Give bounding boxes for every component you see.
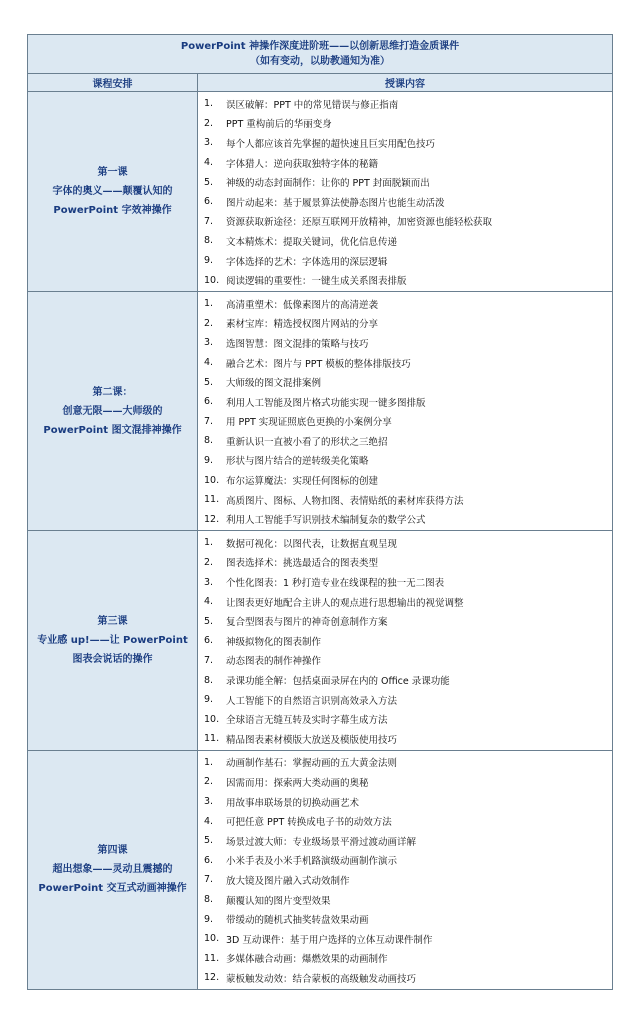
item-text: 形状与图片结合的逆转级美化策略 (226, 456, 369, 468)
list-item (198, 949, 612, 969)
item-text: 每个人都应该首先掌握的超快速且巨实用配色技巧 (226, 138, 436, 150)
list-item (198, 231, 612, 251)
lessons-body (28, 92, 613, 990)
item-number: 10. (204, 933, 220, 945)
list-item (198, 811, 612, 831)
item-text: 录课功能全解：包括桌面录屏在内的 Office 录课功能 (226, 676, 450, 688)
item-number: 9. (204, 255, 214, 267)
item-number: 7. (204, 874, 214, 886)
lesson-row (28, 92, 613, 292)
list-item (198, 451, 612, 471)
item-number: 10. (204, 713, 220, 725)
list-item (198, 353, 612, 373)
list-item (198, 192, 612, 212)
list-item (198, 212, 612, 232)
lesson-name: 第一课 (97, 166, 128, 178)
item-text: 资源获取新途径：还原互联网开放精神，加密资源也能轻松获取 (226, 217, 493, 229)
lesson-subtitle1: 字体的奥义——颠覆认知的 (52, 185, 173, 197)
lesson-items-cell (198, 291, 613, 530)
item-number: 4. (204, 157, 214, 169)
item-text: 利用人工智能及图片格式功能实现一键多图排版 (226, 397, 426, 409)
item-number: 11. (204, 494, 220, 506)
item-number: 4. (204, 357, 214, 369)
item-number: 3. (204, 796, 214, 808)
item-text: 字体猎人：逆向获取独特字体的秘籍 (226, 158, 379, 170)
course-schedule (27, 34, 613, 990)
item-number: 8. (204, 674, 214, 686)
lesson-subtitle2: PowerPoint 交互式动画神操作 (38, 883, 187, 895)
item-number: 2. (204, 776, 214, 788)
lesson-subtitle1: 超出想象——灵动且震撼的 (52, 864, 173, 876)
list-item (198, 314, 612, 334)
item-text: 精品图表素材模版大放送及模版使用技巧 (226, 734, 398, 746)
list-item (198, 490, 612, 510)
list-item (198, 831, 612, 851)
list-item (198, 670, 612, 690)
item-text: 颠覆认知的图片变型效果 (226, 895, 331, 907)
item-number: 6. (204, 635, 214, 647)
item-text: 全球语言无缝互转及实时字幕生成方法 (226, 715, 388, 727)
item-number: 6. (204, 854, 214, 866)
item-number: 9. (204, 454, 214, 466)
lesson-subtitle2: PowerPoint 图文混排神操作 (43, 424, 182, 436)
lesson-row (28, 531, 613, 751)
list-item (198, 372, 612, 392)
item-text: 人工智能下的自然语言识别高效录入方法 (226, 695, 398, 707)
list-item (198, 509, 612, 529)
list-item (198, 412, 612, 432)
item-number: 12. (204, 513, 220, 525)
item-number: 5. (204, 176, 214, 188)
item-text: 让图表更好地配合主讲人的观点进行思想输出的视觉调整 (226, 597, 464, 609)
item-number: 3. (204, 576, 214, 588)
list-item (198, 94, 612, 114)
list-item (198, 611, 612, 631)
item-text: 个性化图表：1 秒打造专业在线课程的独一无二图表 (226, 578, 445, 590)
list-item (198, 270, 612, 290)
item-number: 8. (204, 894, 214, 906)
column-header-schedule: 课程安排 (28, 74, 198, 92)
list-item (198, 133, 612, 153)
schedule-table (27, 34, 613, 990)
list-item (198, 172, 612, 192)
list-item (198, 572, 612, 592)
item-number: 4. (204, 596, 214, 608)
item-number: 5. (204, 376, 214, 388)
lesson-items-cell (198, 531, 613, 751)
item-text: 选图智慧：图文混排的策略与技巧 (226, 338, 369, 350)
list-item (198, 890, 612, 910)
lesson-title-cell (28, 291, 198, 530)
list-item (198, 392, 612, 412)
item-text: 利用人工智能手写识别技术编制复杂的数学公式 (226, 515, 426, 527)
list-item (198, 870, 612, 890)
item-text: 动画制作基石：掌握动画的五大黄金法则 (226, 758, 398, 770)
list-item (198, 772, 612, 792)
item-number: 2. (204, 117, 214, 129)
item-text: 带缓动的随机式抽奖转盘效果动画 (226, 915, 369, 927)
item-number: 6. (204, 196, 214, 208)
item-text: 阅读逻辑的重要性：一键生成关系图表排版 (226, 276, 407, 288)
item-text: 可把任意 PPT 转换成电子书的动效方法 (226, 817, 392, 829)
item-text: 高质图片、图标、人物扣图、表情贴纸的素材库获得方法 (226, 495, 464, 507)
item-number: 1. (204, 298, 214, 310)
lesson-name: 第四课 (97, 845, 128, 857)
item-text: 字体选择的艺术：字体选用的深层逻辑 (226, 256, 388, 268)
item-number: 2. (204, 556, 214, 568)
list-item (198, 753, 612, 773)
item-text: 素材宝库：精选授权图片网站的分享 (226, 319, 379, 331)
item-number: 11. (204, 733, 220, 745)
item-text: 数据可视化：以图代表，让数据直观呈现 (226, 538, 398, 550)
item-text: 复合型图表与图片的神奇创意制作方案 (226, 617, 388, 629)
item-text: 多媒体融合动画：爆燃效果的动画制作 (226, 954, 388, 966)
item-number: 1. (204, 537, 214, 549)
lesson-items-cell (198, 750, 613, 989)
item-text: 神级拟物化的图表制作 (226, 636, 322, 648)
item-number: 2. (204, 317, 214, 329)
item-number: 8. (204, 435, 214, 447)
item-text: 布尔运算魔法：实现任何图标的创建 (226, 476, 379, 488)
item-text: 用 PPT 实现证照底色更换的小案例分享 (226, 417, 392, 429)
lesson-row (28, 750, 613, 989)
lesson-subtitle1: 专业感 up!——让 PowerPoint (37, 634, 188, 646)
title-line-1: PowerPoint 神操作深度进阶班——以创新思维打造金质课件 (180, 41, 460, 52)
column-header-content: 授课内容 (198, 74, 613, 92)
title-line-2: （如有变动，以助教通知为准） (250, 56, 390, 67)
list-item (198, 251, 612, 271)
list-item (198, 792, 612, 812)
item-number: 7. (204, 654, 214, 666)
lesson-subtitle2: PowerPoint 字效神操作 (53, 204, 172, 216)
item-number: 3. (204, 337, 214, 349)
list-item (198, 114, 612, 134)
item-text: 小米手表及小米手机路演级动画制作演示 (226, 856, 398, 868)
list-item (198, 729, 612, 749)
item-number: 9. (204, 913, 214, 925)
item-number: 12. (204, 972, 220, 984)
list-item (198, 631, 612, 651)
item-text: 3D 互动课件：基于用户选择的立体互动课件制作 (226, 934, 433, 946)
item-text: 放大镜及图片融入式动效制作 (226, 875, 350, 887)
list-item (198, 968, 612, 988)
item-number: 7. (204, 215, 214, 227)
item-text: 高清重塑术：低像素图片的高清逆袭 (226, 299, 379, 311)
item-number: 7. (204, 415, 214, 427)
item-text: 误区破解：PPT 中的常见错误与修正指南 (226, 99, 399, 111)
list-item (198, 533, 612, 553)
list-item (198, 690, 612, 710)
lesson-name: 第二课： (92, 386, 133, 398)
item-number: 10. (204, 474, 220, 486)
list-item (198, 431, 612, 451)
item-text: 动态图表的制作神操作 (226, 656, 322, 668)
item-text: PPT 重构前后的华丽变身 (226, 119, 332, 131)
item-number: 3. (204, 137, 214, 149)
lesson-name: 第三课 (97, 615, 128, 627)
list-item (198, 709, 612, 729)
item-text: 因需而用：探索两大类动画的奥秘 (226, 777, 369, 789)
list-item (198, 909, 612, 929)
item-text: 蒙板触发动效：结合蒙板的高级触发动画技巧 (226, 973, 417, 985)
lesson-title-cell (28, 750, 198, 989)
list-item (198, 153, 612, 173)
item-text: 文本精炼术：提取关键词，优化信息传递 (226, 236, 398, 248)
item-text: 重新认识一直被小看了的形状之三绝招 (226, 436, 388, 448)
list-item (198, 553, 612, 573)
item-number: 9. (204, 694, 214, 706)
list-item (198, 929, 612, 949)
list-item (198, 470, 612, 490)
item-text: 图表选择术：挑选最适合的图表类型 (226, 558, 379, 570)
item-number: 1. (204, 756, 214, 768)
list-item (198, 851, 612, 871)
item-number: 1. (204, 98, 214, 110)
item-text: 神级的动态封面制作：让你的 PPT 封面脱颖而出 (226, 178, 430, 190)
item-number: 5. (204, 615, 214, 627)
item-text: 图片动起来：基于履景算法使静态图片也能生动活泼 (226, 197, 445, 209)
lesson-title-cell (28, 92, 198, 292)
item-number: 11. (204, 952, 220, 964)
table-title (28, 35, 613, 74)
lesson-subtitle1: 创意无限——大师级的 (62, 405, 163, 417)
lesson-title-cell (28, 531, 198, 751)
list-item (198, 333, 612, 353)
item-number: 4. (204, 815, 214, 827)
list-item (198, 651, 612, 671)
list-item (198, 592, 612, 612)
list-item (198, 294, 612, 314)
item-text: 用故事串联场景的切换动画艺术 (226, 797, 360, 809)
item-text: 场景过渡大师：专业级场景平滑过渡动画详解 (226, 836, 417, 848)
lesson-row (28, 291, 613, 530)
item-text: 大师级的图文混排案例 (226, 378, 322, 390)
item-number: 5. (204, 835, 214, 847)
lesson-items-cell (198, 92, 613, 292)
lesson-subtitle2: 图表会说话的操作 (72, 653, 153, 665)
item-text: 融合艺术：图片与 PPT 模板的整体排版技巧 (226, 358, 411, 370)
item-number: 8. (204, 235, 214, 247)
item-number: 6. (204, 396, 214, 408)
item-number: 10. (204, 274, 220, 286)
